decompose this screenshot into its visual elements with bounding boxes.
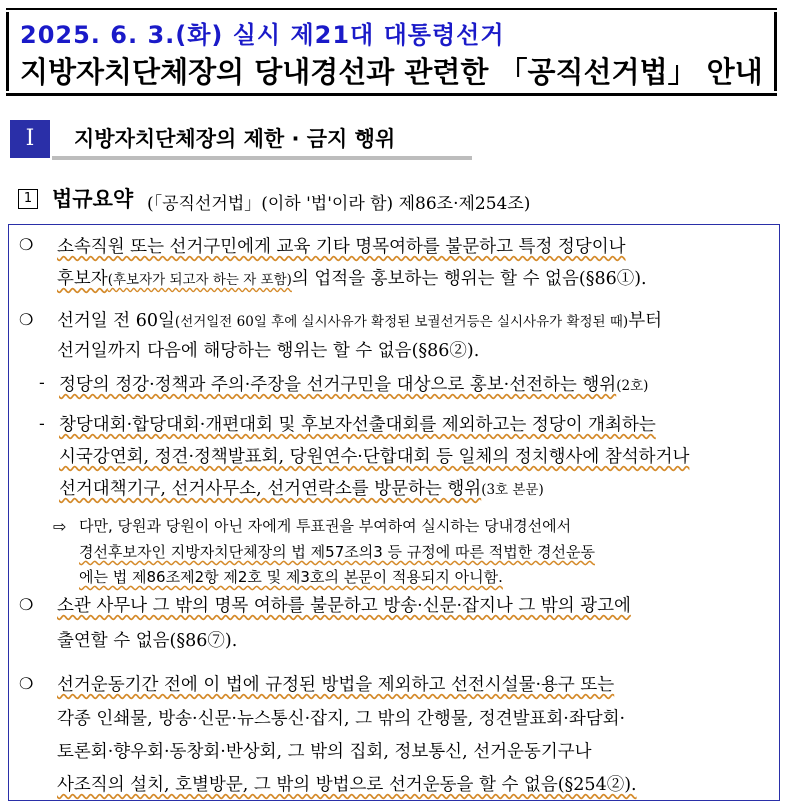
summary-number: 1 — [18, 189, 38, 209]
note-line2: 경선후보자인 지방자치단체장의 법 제57조의3 등 규정에 따른 적법한 경선운동 — [79, 543, 595, 561]
summary-citation: (「공직선거법」(이하 '법'이라 함) 제86조·제254조) — [147, 194, 531, 214]
content-box — [8, 224, 780, 801]
election-title: 2025. 6. 3.(화) 실시 제21대 대통령선거 — [20, 21, 505, 49]
document-title: 지방자치단체장의 당내경선과 관련한 「공직선거법」 안내 — [20, 55, 763, 89]
dash2-line3: 선거대책기구, 선거사무소, 선거연락소를 방문하는 행위(3호 본문) — [59, 479, 544, 499]
arrow-icon: ⇨ — [53, 517, 67, 536]
item4-line3: 토론회·향우회·동창회·반상회, 그 밖의 집회, 정보통신, 선거운동기구나 — [57, 742, 592, 762]
bullet-circle: ❍ — [19, 235, 34, 254]
section-underline — [52, 156, 472, 160]
item2-line1: 선거일 전 60일(선거일전 60일 후에 실시사유가 확정된 보궐선거등은 실시사유가 확정된 때)부터 — [57, 311, 663, 331]
dash2-line2: 시국강연회, 정견·정책발표회, 당원연수·단합대회 등 일체의 정치행사에 참석하거나 — [59, 447, 690, 467]
summary-heading: 법규요약 — [52, 187, 134, 211]
section-title: 지방자치단체장의 제한 · 금지 행위 — [74, 127, 396, 151]
dash2-line1: 창당대회·합당대회·개편대회 및 후보자선출대회를 제외하고는 정당이 개최하는 — [59, 415, 656, 435]
bullet-circle: ❍ — [19, 310, 34, 329]
bullet-circle: ❍ — [19, 595, 34, 614]
header-bottom-rule — [6, 93, 777, 96]
item1-line2: 후보자(후보자가 되고자 하는 자 포함)의 업적을 홍보하는 행위는 할 수 없음(§86①). — [57, 269, 647, 289]
item4-line1: 선거운동기간 전에 이 법에 규정된 방법을 제외하고 선전시설물·용구 또는 — [57, 675, 615, 695]
dash-marker: - — [39, 373, 45, 392]
dash-marker: - — [39, 414, 45, 433]
item3-line2: 출연할 수 없음(§86⑦). — [57, 631, 238, 651]
item1-line1: 소속직원 또는 선거구민에게 교육 기타 명목여하를 불문하고 특정 정당이나 — [57, 237, 626, 257]
item3-line1: 소관 사무나 그 밖의 명목 여하를 불문하고 방송·신문·잡지나 그 밖의 광고에 — [57, 596, 631, 616]
section-number: I — [10, 120, 50, 158]
note-line3: 에는 법 제86조제2항 제2호 및 제3호의 본문이 적용되지 아니함. — [79, 568, 503, 586]
item4-line4: 사조직의 설치, 호별방문, 그 밖의 방법으로 선거운동을 할 수 없음(§254②). — [57, 775, 637, 795]
item4-line2: 각종 인쇄물, 방송·신문·뉴스통신·잡지, 그 밖의 간행물, 정견발표회·좌담회· — [57, 709, 626, 729]
dash1-line: 정당의 정강·정책과 주의·주장을 선거구민을 대상으로 홍보·선전하는 행위(2호) — [59, 375, 649, 395]
header-top-rule — [6, 8, 777, 10]
item2-line2: 선거일까지 다음에 해당하는 행위는 할 수 없음(§86②). — [57, 341, 480, 361]
note-line1: 다만, 당원과 당원이 아닌 자에게 투표권을 부여하여 실시하는 당내경선에서 — [79, 517, 572, 535]
bullet-circle: ❍ — [19, 674, 34, 693]
